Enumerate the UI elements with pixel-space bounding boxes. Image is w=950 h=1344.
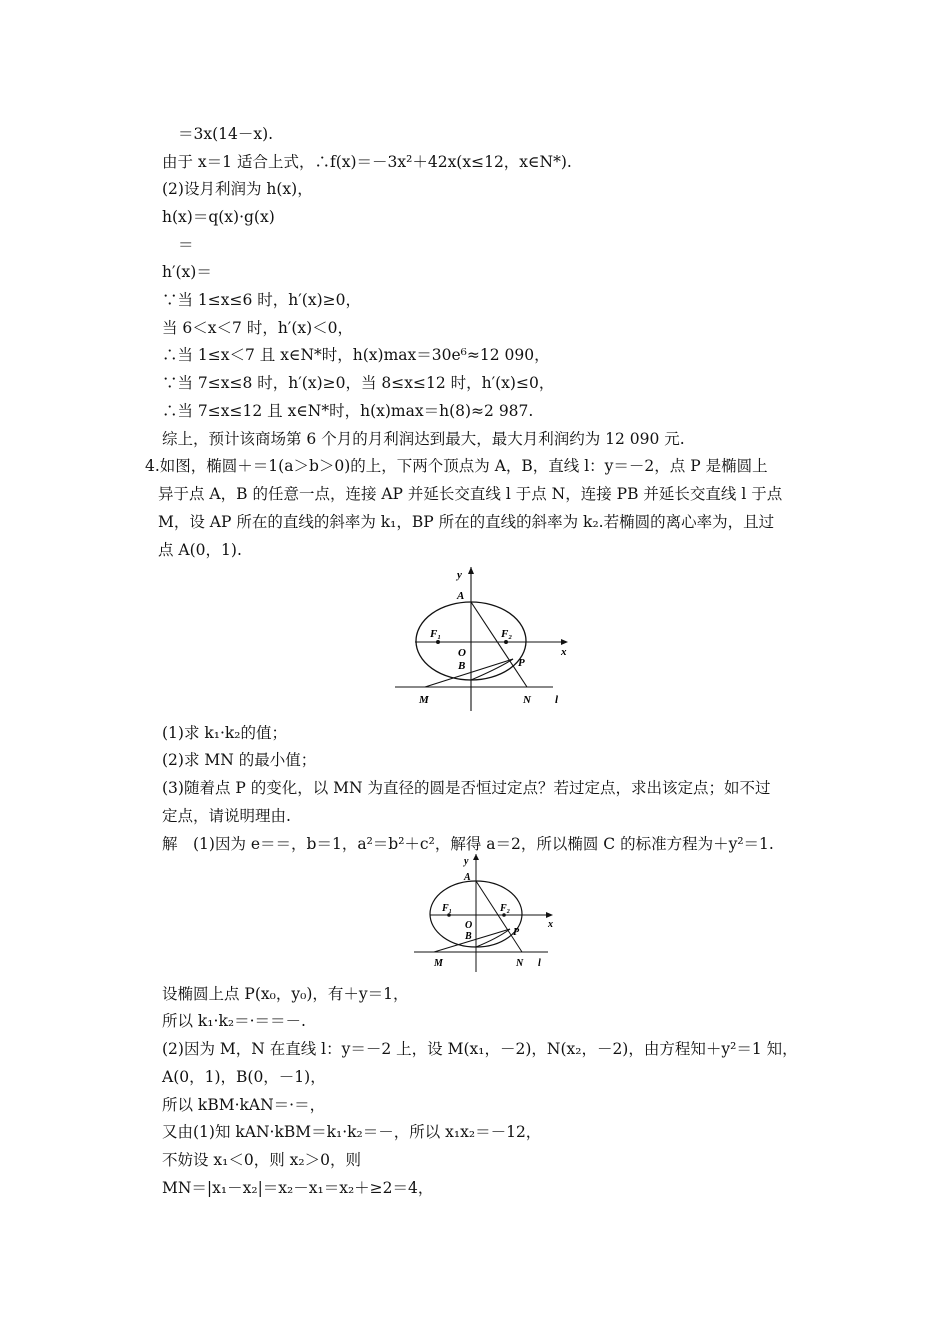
text-line-10: ∵当 7≤x≤8 时，h′(x)≥0，当 8≤x≤12 时，h′(x)≤0，	[162, 374, 555, 392]
label-F1: F₁	[430, 628, 442, 640]
text-line-24: (2)因为 M，N 在直线 l：y＝－2 上，设 M(x₁，－2)，N(x₂，－2)，由方程知＋y²＝1 知，	[162, 1040, 798, 1058]
label-F2: F₂	[501, 628, 513, 640]
text-line-2: 由于 x＝1 适合上式，∴f(x)＝－3x²＋42x(x≤12，x∈N*).	[162, 153, 572, 171]
text-line-3: (2)设月利润为 h(x)，	[162, 180, 313, 198]
text-line-11: ∴当 7≤x≤12 且 x∈N*时，h(x)max＝h(8)≈2 987.	[162, 402, 534, 420]
label-B: B	[458, 660, 466, 672]
text-line-26: 所以 kBM·kAN＝·＝，	[162, 1096, 326, 1114]
text-line-29: MN＝|x₁－x₂|＝x₂－x₁＝x₂＋≥2＝4，	[162, 1179, 434, 1197]
text-line-25: A(0，1)，B(0，－1)，	[162, 1068, 326, 1086]
label-O: O	[458, 647, 466, 659]
label-y: y	[457, 569, 462, 581]
label-x-2: x	[548, 919, 553, 930]
text-line-18: (2)求 MN 的最小值；	[162, 751, 317, 769]
text-line-15: M，设 AP 所在的直线的斜率为 k₁，BP 所在的直线的斜率为 k₂.若椭圆的离心率为，且过	[158, 513, 775, 531]
text-line-13: 4.如图，椭圆＋＝1(a＞b＞0)的上，下两个顶点为 A，B，直线 l：y＝－2，点 P 是椭圆上	[145, 457, 768, 475]
label-P-2: P	[513, 927, 520, 938]
text-line-9: ∴当 1≤x＜7 且 x∈N*时，h(x)max＝30e⁶≈12 090，	[162, 346, 550, 364]
text-line-1: ＝3x(14－x).	[178, 125, 274, 143]
label-O-2: O	[465, 920, 473, 931]
text-line-27: 又由(1)知 kAN·kBM＝k₁·k₂＝－，所以 x₁x₂＝－12，	[162, 1123, 542, 1141]
label-F2-2: F₂	[500, 903, 511, 914]
label-y-2: y	[464, 856, 469, 867]
label-N-2: N	[516, 958, 524, 969]
text-line-5: ＝	[178, 236, 194, 254]
label-F1-2: F₁	[442, 903, 453, 914]
label-l-2: l	[538, 958, 541, 969]
label-M: M	[419, 694, 429, 706]
text-line-16: 点 A(0，1).	[158, 541, 242, 559]
text-line-8: 当 6＜x＜7 时，h′(x)＜0，	[162, 319, 354, 337]
text-line-4: h(x)＝q(x)·g(x)	[162, 208, 275, 226]
text-line-14: 异于点 A，B 的任意一点，连接 AP 并延长交直线 l 于点 N，连接 PB 并延长交直线 l 于点	[158, 485, 783, 503]
text-line-17: (1)求 k₁·k₂的值；	[162, 724, 288, 742]
text-line-19: (3)随着点 P 的变化，以 MN 为直径的圆是否恒过定点？若过定点，求出该定点；如不过	[162, 779, 771, 797]
label-P: P	[518, 657, 525, 669]
label-A: A	[457, 590, 465, 602]
text-line-21: 解 (1)因为 e＝＝，b＝1，a²＝b²＋c²，解得 a＝2，所以椭圆 C 的标准方程为＋y²＝1.	[162, 835, 774, 853]
label-x: x	[561, 646, 567, 658]
text-line-22: 设椭圆上点 P(x₀，y₀)，有＋y＝1，	[162, 985, 409, 1003]
ellipse-figure-2	[412, 852, 572, 974]
text-line-28: 不妨设 x₁＜0，则 x₂＞0，则	[162, 1151, 361, 1169]
text-line-7: ∵当 1≤x≤6 时，h′(x)≥0，	[162, 291, 361, 309]
label-M-2: M	[434, 958, 443, 969]
label-N: N	[523, 694, 531, 706]
text-line-23: 所以 k₁·k₂＝·＝＝－.	[162, 1012, 306, 1030]
label-B-2: B	[465, 931, 472, 942]
text-line-6: h′(x)＝	[162, 263, 212, 281]
text-line-20: 定点，请说明理由.	[162, 807, 291, 825]
text-line-12: 综上，预计该商场第 6 个月的月利润达到最大，最大月利润约为 12 090 元.	[162, 430, 685, 448]
label-A-2: A	[464, 872, 471, 883]
ellipse-figure-1	[395, 565, 580, 713]
label-l: l	[555, 694, 559, 706]
